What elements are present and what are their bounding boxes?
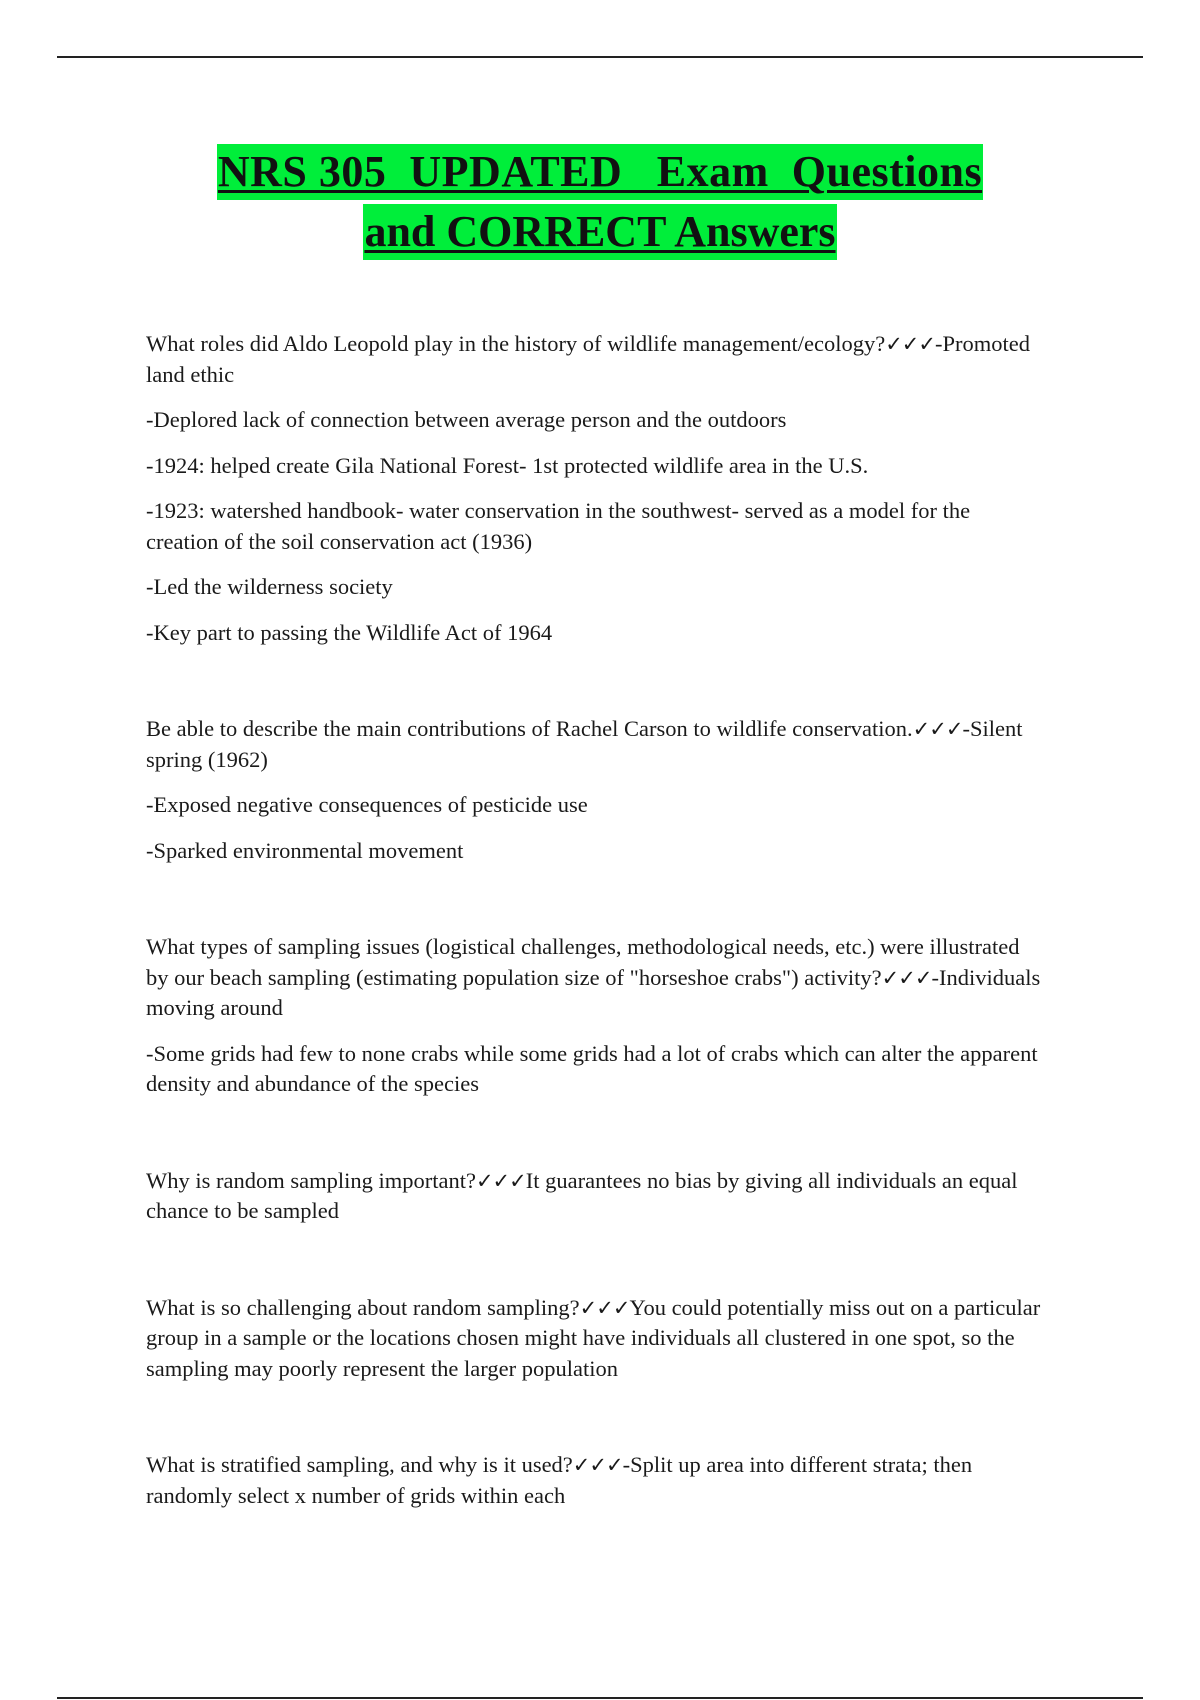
footer-rule [57, 1697, 1143, 1699]
answer-paragraph: -Sparked environmental movement [146, 837, 464, 863]
header-rule [57, 56, 1143, 58]
checkmarks-icon: ✓✓✓ [885, 332, 935, 356]
answer-paragraph: -Deplored lack of connection between average person and the outdoors [146, 407, 787, 432]
qa-item [146, 1293, 1046, 1385]
answer-text: -Silent spring (1962) [146, 716, 1023, 772]
answer-paragraph: -Exposed negative consequences of pesticide use [146, 792, 588, 817]
checkmarks-icon: ✓✓✓ [579, 1295, 630, 1320]
document-title [0, 144, 1200, 260]
qa-question-paragraph [146, 714, 1046, 775]
document-body [146, 329, 1046, 1511]
answer-paragraph: -Key part to passing the Wildlife Act of 1964 [146, 619, 553, 645]
qa-item [146, 1166, 1046, 1227]
qa-question-paragraph [146, 1293, 1046, 1385]
answer-paragraph: -Led the wilderness society [146, 574, 393, 599]
answer-text: It guarantees no bias by giving all individuals an equal chance to be sampled [146, 1167, 1018, 1223]
qa-question-paragraph [146, 932, 1046, 1024]
answer-paragraph: -Some grids had few to none crabs while some grids had a lot of crabs which can alter the apparent density and abundance of the species [146, 1040, 1038, 1096]
checkmarks-icon: ✓✓✓ [912, 717, 963, 741]
answer-paragraph: -1924: helped create Gila National Forest- 1st protected wildlife area in the U.S. [146, 452, 869, 478]
qa-question-paragraph [146, 1450, 1046, 1511]
question-text: What types of sampling issues (logistical challenges, methodological needs, etc.) were illustrated by our beach sampling (estimating population size of "horseshoe crabs") activity? [146, 934, 1020, 990]
checkmarks-icon: ✓✓✓ [475, 1168, 526, 1193]
answer-text: -Promoted land ethic [146, 331, 1030, 387]
answer-paragraph: -1923: watershed handbook- water conservation in the southwest- served as a model for the creation of the soil conservation act (1936) [146, 498, 971, 554]
qa-item [146, 932, 1046, 1100]
title-line-2: and CORRECT Answers [363, 204, 836, 260]
checkmarks-icon: ✓✓✓ [881, 965, 932, 990]
question-text: What is so challenging about random sampling? [146, 1294, 580, 1320]
answer-text: You could potentially miss out on a particular group in a sample or the locations chosen might have individuals all clustered in one spot, so the sampling may poorly represent the larger population [146, 1294, 1041, 1381]
qa-question-paragraph [146, 329, 1046, 390]
title-line-1: NRS 305 UPDATED Exam Questions [217, 144, 983, 200]
question-text: Be able to describe the main contributions of Rachel Carson to wildlife conservation. [146, 716, 913, 741]
answer-text: -Split up area into different strata; then randomly select x number of grids within each [146, 1452, 973, 1508]
qa-question-paragraph [146, 1166, 1046, 1227]
qa-item [146, 1450, 1046, 1511]
qa-item [146, 714, 1046, 866]
question-text: What roles did Aldo Leopold play in the history of wildlife management/ecology? [146, 331, 886, 356]
qa-item [146, 329, 1046, 648]
question-text: What is stratified sampling, and why is it used? [146, 1452, 573, 1477]
checkmarks-icon: ✓✓✓ [572, 1453, 623, 1477]
answer-text: -Individuals moving around [146, 964, 1041, 1020]
question-text: Why is random sampling important? [146, 1167, 476, 1193]
